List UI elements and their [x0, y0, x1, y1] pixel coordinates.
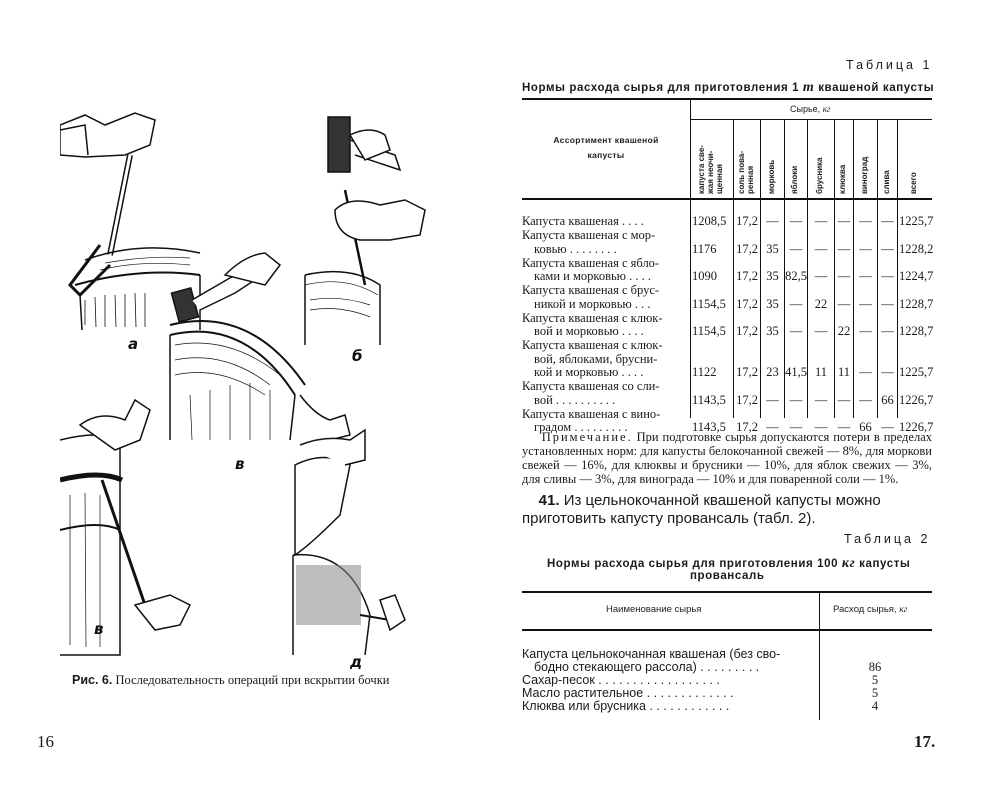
table2-title-after: капусты: [859, 558, 911, 570]
table1-row-name: ковью . . . . . . . .: [534, 241, 617, 256]
table1-row-name: Капуста квашеная с вино-: [522, 406, 661, 421]
table2-value: 4: [871, 699, 879, 713]
table1-cell: 11: [814, 365, 828, 379]
table2-col1-header: Наименование сырья: [606, 604, 702, 615]
table1-row-name: Капуста квашеная с клюк-: [522, 310, 663, 325]
table1-cell: 17,2: [736, 214, 758, 228]
table2-value: 86: [868, 660, 882, 674]
table1-cell: —: [789, 324, 803, 338]
panel-d-drawing: [293, 430, 405, 655]
table1-cell: —: [859, 365, 872, 379]
table2-value: 5: [871, 673, 879, 687]
table1-cell: 17,2: [736, 241, 758, 256]
table1-group-header: [790, 104, 830, 114]
table1-cell: —: [789, 214, 803, 228]
table2-title-unit: кг: [841, 556, 856, 571]
note-label: Примечание.: [541, 430, 633, 444]
table1-cell: —: [881, 420, 894, 434]
table1-title: [522, 80, 934, 96]
column-header-line: щенная: [715, 164, 724, 194]
table1-cell: 1226,7: [899, 392, 934, 407]
table1-top-rule: [522, 98, 932, 100]
table1-cell: —: [766, 392, 779, 407]
table1-cell: —: [814, 324, 828, 338]
table1-cell: —: [766, 214, 779, 228]
table1-row-name: вой . . . . . . . . . .: [534, 392, 616, 407]
table1-cell: —: [859, 241, 872, 256]
table2-row-name: Сахар-песок . . . . . . . . . . . . . . . . . .: [522, 673, 720, 687]
table1-cell: —: [881, 324, 894, 338]
figure-label-b: б: [352, 347, 363, 365]
column-header-line: яблоки: [790, 165, 799, 194]
row-header-line1: Ассортимент квашеной: [553, 135, 659, 145]
table1-column-header: [693, 122, 732, 194]
table1-column-header: [837, 122, 852, 194]
table1-row-header: [522, 133, 690, 163]
table1-row-name: градом . . . . . . . . .: [534, 420, 628, 434]
panel-v-drawing: [170, 253, 350, 440]
table1-cell: 17,2: [736, 420, 758, 434]
table1-column-header: [810, 122, 833, 194]
table2-col2-header: [833, 604, 907, 615]
table1-cell: 1226,7: [899, 420, 934, 434]
group-header-unit: кг: [822, 104, 831, 114]
table1-row-name: Капуста квашеная с брус-: [522, 283, 660, 297]
table1-column-header: [787, 122, 806, 194]
column-header-line: виноград: [859, 156, 869, 194]
column-header-line: брусника: [815, 157, 824, 194]
table1-cell: —: [859, 296, 872, 311]
column-header-label: [860, 157, 869, 194]
table1-cell: 17,2: [736, 296, 758, 311]
table1-cell: 22: [837, 324, 851, 338]
column-header-line: жая неочи-: [706, 150, 715, 194]
table1-column-header: [900, 122, 931, 194]
table1-cell: —: [837, 269, 851, 283]
figure-label-g: в: [94, 620, 104, 638]
table1-cell: 1228,2: [899, 241, 934, 256]
table1-cell: 17,2: [736, 392, 758, 407]
table1-cell: —: [881, 214, 894, 228]
column-header-line: клюква: [838, 164, 847, 194]
table1-row-name: вой и морковью . . . .: [534, 324, 644, 338]
table1-cell: 35: [766, 241, 779, 256]
paragraph-number: 41.: [538, 492, 560, 509]
note-text: При подготовке сырья допускаются потери в пределах установленных норм: для капусты белокочанной свежей — 8%, для моркови свежей — 16%, для клюквы и брусники — 10%, для яблок свежих — 3%, для сливы — 3%, для винограда — 10% и для поваренной соли — 1%.: [522, 430, 932, 486]
table2-header-rule: [522, 629, 932, 631]
table1-cell: —: [814, 241, 828, 256]
table1-cell: —: [789, 392, 803, 407]
col2-header-unit: кг: [899, 605, 908, 615]
table1-cell: 11: [837, 365, 851, 379]
table1-row-name: Капуста квашеная с клюк-: [522, 338, 663, 352]
table1-cell: 1228,7: [899, 296, 934, 311]
table1-header-rule: [522, 198, 932, 200]
table2-value: 5: [871, 686, 879, 700]
table1-cell: —: [881, 241, 894, 256]
table1-cell: 35: [766, 269, 779, 283]
table1-cell: —: [837, 296, 851, 311]
table1-cell: —: [859, 324, 872, 338]
barrel-opening-illustration: [60, 95, 440, 671]
table1-cell: —: [814, 392, 828, 407]
column-header-line: ренная: [745, 165, 755, 194]
table1-row-name: Капуста квашеная с мор-: [522, 228, 656, 242]
table1-cell: —: [837, 241, 851, 256]
paragraph-41: [522, 492, 932, 528]
column-header-label: [882, 170, 891, 194]
page-number-right: 17.: [914, 732, 936, 751]
row-header-line2: капусты: [587, 150, 625, 160]
caption-prefix: Рис. 6.: [72, 673, 113, 687]
figure-label-d: д: [350, 653, 363, 671]
table1-title-before: Нормы расхода сырья для приготовления 1: [522, 82, 800, 94]
table1-row-name: ками и морковью . . . .: [534, 269, 652, 283]
table1-row-name: Капуста квашеная . . . .: [522, 214, 644, 228]
table1-column-header: [736, 122, 759, 194]
table2-row-name: Клюква или брусника . . . . . . . . . . . .: [522, 699, 730, 713]
table2-column-line: [819, 592, 820, 720]
column-header-line: капуста све-: [697, 145, 706, 194]
column-header-label: [815, 157, 824, 194]
table1-cell: —: [814, 420, 828, 434]
panel-b-drawing: [305, 117, 425, 345]
table2-row-name: Масло растительное . . . . . . . . . . . . .: [522, 686, 734, 700]
column-header-label: [790, 166, 799, 194]
caption-text: Последовательность операций при вскрытии бочки: [115, 673, 390, 687]
table1-row-name: Капуста квашеная со сли-: [522, 379, 660, 393]
table1-row-name: вой, яблоками, брусни-: [534, 351, 658, 366]
table1-cell: 35: [766, 324, 779, 338]
column-header-label: [697, 145, 724, 194]
table1-title-unit: т: [802, 80, 815, 95]
column-header-label: [767, 160, 776, 194]
table1-cell: 1143,5: [692, 392, 726, 407]
table1-cell: 1225,7: [899, 365, 934, 379]
table1-cell: 1225,7: [899, 214, 934, 228]
table1-cell: 66: [859, 420, 872, 434]
column-header-label: [909, 172, 918, 194]
table1-cell: —: [814, 214, 828, 228]
table1-cell: 23: [766, 365, 779, 379]
figure-label-v: в: [235, 455, 245, 473]
table1-column-header: [763, 122, 783, 194]
table1-cell: 82,5: [785, 269, 807, 283]
table2-title-before: Нормы расхода сырья для приготовления 100: [547, 558, 839, 570]
table2-top-rule: [522, 591, 932, 593]
table1-cell: —: [789, 296, 803, 311]
table1-group-rule: [690, 119, 932, 120]
table1-cell: —: [814, 269, 828, 283]
table1-title-after: квашеной капусты: [818, 82, 935, 94]
table1-cell: 1228,7: [899, 324, 934, 338]
table1-note: [522, 430, 932, 486]
table1-cell: 17,2: [736, 269, 758, 283]
table1-cell: 66: [881, 392, 894, 407]
table1-cell: 1143,5: [692, 420, 726, 434]
table1-cell: —: [789, 241, 803, 256]
table1-column-header: [880, 122, 896, 194]
table1-cell: 1090: [692, 269, 717, 283]
table1-cell: —: [837, 214, 851, 228]
table1-cell: 17,2: [736, 365, 758, 379]
table1-cell: 1176: [692, 241, 717, 256]
table1-cell: 35: [766, 296, 779, 311]
table2-label: Таблица 2: [844, 532, 931, 546]
table1-column-line: [897, 120, 898, 418]
group-header-text: Сырье,: [790, 104, 821, 114]
column-header-line: морковь: [766, 159, 776, 194]
paragraph-text: Из цельнокочанной квашеной капусты можно приготовить капусту провансаль (табл. 2).: [522, 492, 881, 527]
table1-cell: —: [881, 296, 894, 311]
column-header-label: [737, 151, 755, 194]
table1-cell: —: [859, 269, 872, 283]
figure-label-a: а: [128, 335, 139, 353]
column-header-line: всего: [909, 172, 918, 194]
table1-cell: —: [766, 420, 779, 434]
table1-cell: 41,5: [785, 365, 807, 379]
table2-title-line2: провансаль: [690, 570, 765, 582]
table1-cell: —: [859, 214, 872, 228]
table1-cell: —: [837, 392, 851, 407]
column-header-line: слива: [881, 170, 891, 194]
table1-cell: —: [881, 269, 894, 283]
table1-row-name: никой и морковью . . .: [534, 296, 651, 311]
table1-cell: 17,2: [736, 324, 758, 338]
table1-cell: 1154,5: [692, 296, 726, 311]
table1-column-header: [856, 122, 876, 194]
column-header-label: [838, 165, 847, 194]
table1-cell: —: [881, 365, 894, 379]
table1-cell: 1122: [692, 365, 717, 379]
table1-cell: —: [789, 420, 803, 434]
figure-caption: [72, 673, 389, 688]
table1-cell: 1208,5: [692, 214, 727, 228]
table1-cell: —: [859, 392, 872, 407]
barrel-illustration-drawing: [60, 95, 440, 665]
table1-column-line: [690, 100, 691, 418]
table2-row-name: Капуста цельнокочанная квашеная (без сво-: [522, 647, 781, 661]
table2-row-name: бодно стекающего рассола) . . . . . . . . .: [534, 660, 760, 674]
table1-cell: 1224,7: [899, 269, 934, 283]
page-number-left: 16: [37, 732, 54, 751]
column-header-line: соль пова-: [736, 150, 746, 194]
table1-cell: 1154,5: [692, 324, 726, 338]
table1-label: Таблица 1: [846, 58, 933, 72]
table1-row-name: Капуста квашеная с ябло-: [522, 255, 660, 270]
table1-cell: —: [837, 420, 851, 434]
col2-header-text: Расход сырья,: [833, 604, 897, 615]
table1-row-name: кой и морковью . . . .: [534, 365, 644, 379]
table1-cell: 22: [814, 296, 828, 311]
